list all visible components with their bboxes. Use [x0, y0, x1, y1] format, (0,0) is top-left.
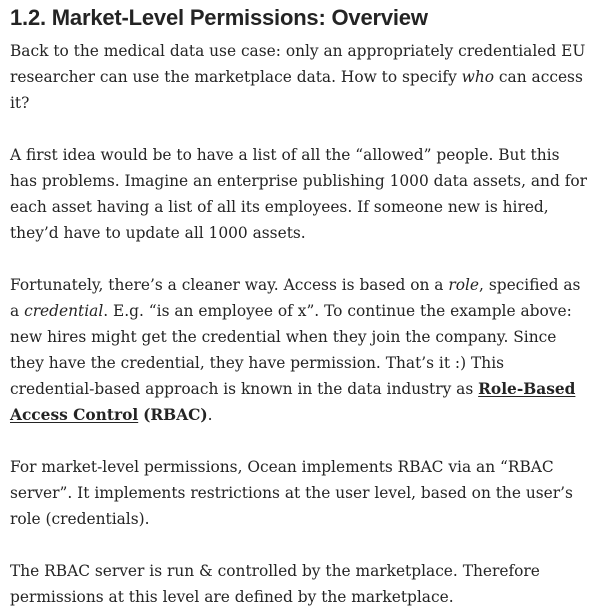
paragraph-rbac-server: For market-level permissions, Ocean implements RBAC via an “RBAC server”. It implements restrictions at the user level, based on the user’s role (credentials).: [10, 458, 573, 528]
p1-text-b: can access it?: [10, 68, 583, 112]
p3-emphasis-credential: credential: [24, 302, 104, 320]
rbac-acronym: (RBAC): [143, 406, 208, 424]
p3-text-a: Fortunately, there’s a cleaner way. Access is based on a: [10, 276, 449, 294]
section-heading: 1.2. Market-Level Permissions: Overview: [10, 5, 428, 30]
p1-emphasis-who: who: [461, 68, 495, 86]
paragraph-allowed-list: A first idea would be to have a list of all the “allowed” people. But this has problems. Imagine an enterprise publishing 1000 data assets, and for each asset having a list of all its employees. If someone new is hired, they’d have to update all 1000 assets.: [10, 146, 588, 242]
paragraph-marketplace-control: The RBAC server is run & controlled by the marketplace. Therefore permissions at this level are defined by the marketplace.: [10, 562, 540, 606]
p3-text-c: . E.g. “is an employee of x”. To continue the example above: new hires might get the credential when they join the company. Since they have the credential, they have permission. That’s it :) This credential-based approach is known in the data industry as: [10, 302, 572, 398]
paragraph-role-credential: [10, 272, 590, 428]
p1-text-a: Back to the medical data use case: only an appropriately credentialed EU researcher can use the marketplace data. How to specify: [10, 42, 586, 86]
rbac-link[interactable]: Role-Based Access Control: [10, 380, 576, 424]
p3-text-b: , specified as a: [10, 276, 581, 320]
paragraph-medical-use-case: [10, 38, 590, 116]
p3-emphasis-role: role: [448, 276, 480, 294]
p3-text-e: .: [207, 406, 213, 424]
article-section: [10, 0, 590, 610]
